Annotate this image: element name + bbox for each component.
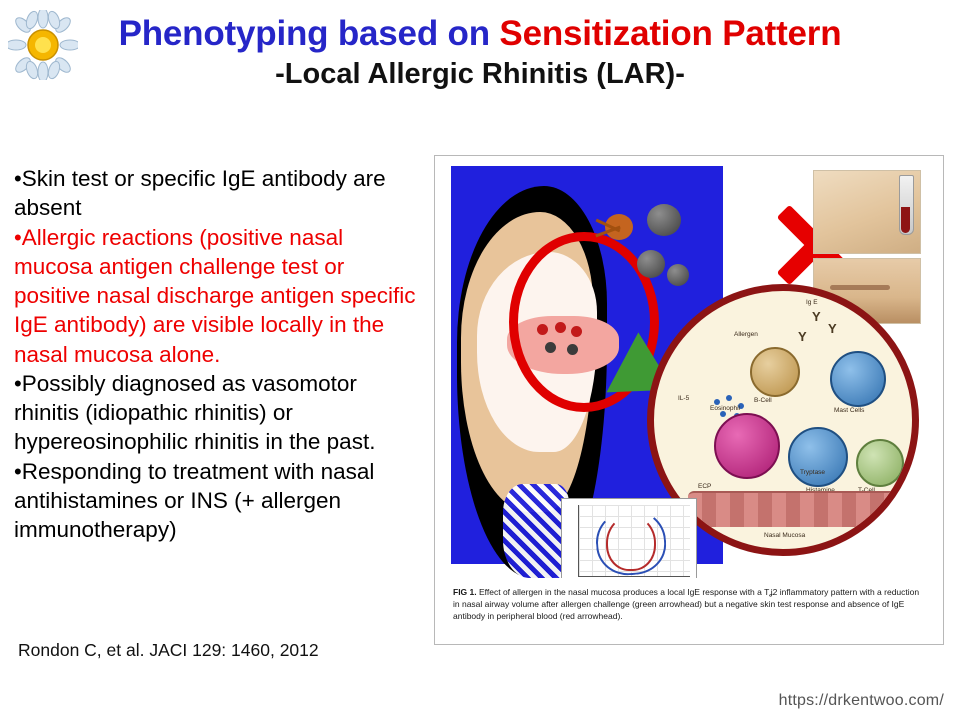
mast-cell-icon bbox=[788, 427, 848, 487]
blood-tube-icon bbox=[899, 175, 914, 235]
nasal-mucosa-band bbox=[688, 491, 898, 527]
bullet-marker: • bbox=[14, 370, 22, 396]
label-il5: IL-5 bbox=[678, 395, 690, 402]
page-title bbox=[0, 14, 960, 53]
blood-sample-photo bbox=[813, 170, 921, 254]
eosinophil-icon bbox=[714, 413, 780, 479]
label-nasal-mucosa: Nasal Mucosa bbox=[764, 532, 806, 539]
list-item-text: Possibly diagnosed as vasomotor rhinitis (idiopathic rhinitis) or hypereosinophilic rhinitis in the past. bbox=[14, 370, 376, 455]
title-part-red: Sensitization Pattern bbox=[499, 14, 842, 53]
chart-curve-challenge bbox=[606, 515, 656, 571]
citation-text: Rondon C, et al. JACI 129: 1460, 2012 bbox=[18, 640, 319, 660]
figure-panel bbox=[434, 155, 944, 645]
ige-antibody-icon: Y bbox=[798, 329, 807, 344]
list-item bbox=[14, 457, 426, 545]
figure-legend-text: Effect of allergen in the nasal mucosa produces a local IgE response with a Tʝ2 inflammatory pattern with a reduction in nasal airway volume after allergen challenge (green arrowhead) but a negative skin test response and absence of IgE antibody in peripheral blood (red arrowhead). bbox=[453, 587, 920, 622]
ige-antibody-icon: Y bbox=[812, 309, 821, 324]
ige-antibody-icon: Y bbox=[828, 321, 837, 336]
figure-legend-tag: FIG 1. bbox=[453, 587, 477, 597]
figure-legend bbox=[453, 586, 923, 622]
list-item-text: Skin test or specific IgE antibody are absent bbox=[14, 166, 386, 221]
title-part-blue: Phenotyping based on bbox=[118, 14, 500, 53]
b-cell-icon bbox=[750, 347, 800, 397]
label-ige: Ig E bbox=[806, 299, 818, 306]
list-item bbox=[14, 164, 426, 223]
pollen-grain-icon bbox=[637, 250, 665, 278]
slide-header bbox=[0, 14, 960, 92]
bullet-list bbox=[14, 164, 426, 544]
pollen-grain-icon bbox=[667, 264, 689, 286]
label-allergen: Allergen bbox=[734, 331, 758, 338]
rhinomanometry-chart bbox=[561, 498, 697, 578]
list-item bbox=[14, 223, 426, 369]
label-tryptase: Tryptase bbox=[800, 469, 826, 476]
label-mast-cells: Mast Cells bbox=[834, 407, 865, 414]
label-ecp: ECP bbox=[698, 483, 712, 490]
bullet-marker: • bbox=[14, 458, 22, 484]
mast-cell-icon bbox=[830, 351, 886, 407]
label-bcell: B-Cell bbox=[754, 397, 772, 404]
label-eosinophil: Eosinophil bbox=[710, 405, 740, 412]
t-cell-icon bbox=[856, 439, 904, 487]
list-item-text: Responding to treatment with nasal antihistamines or INS (+ allergen immunotherapy) bbox=[14, 458, 375, 542]
collar-pattern bbox=[503, 484, 569, 578]
footer-url: https://drkentwoo.com/ bbox=[778, 692, 944, 709]
list-item bbox=[14, 369, 426, 457]
bullet-marker: • bbox=[14, 166, 22, 191]
page-subtitle: -Local Allergic Rhinitis (LAR)- bbox=[275, 58, 685, 91]
figure-illustration bbox=[451, 166, 929, 578]
bullet-marker: • bbox=[14, 224, 22, 250]
dust-mite-icon bbox=[605, 214, 633, 240]
pollen-grain-icon bbox=[647, 204, 681, 236]
list-item-text: Allergic reactions (positive nasal mucosa antigen challenge test or positive nasal discharge antigen specific IgE antibody) are visible locally in the nasal mucosa alone. bbox=[14, 224, 416, 367]
